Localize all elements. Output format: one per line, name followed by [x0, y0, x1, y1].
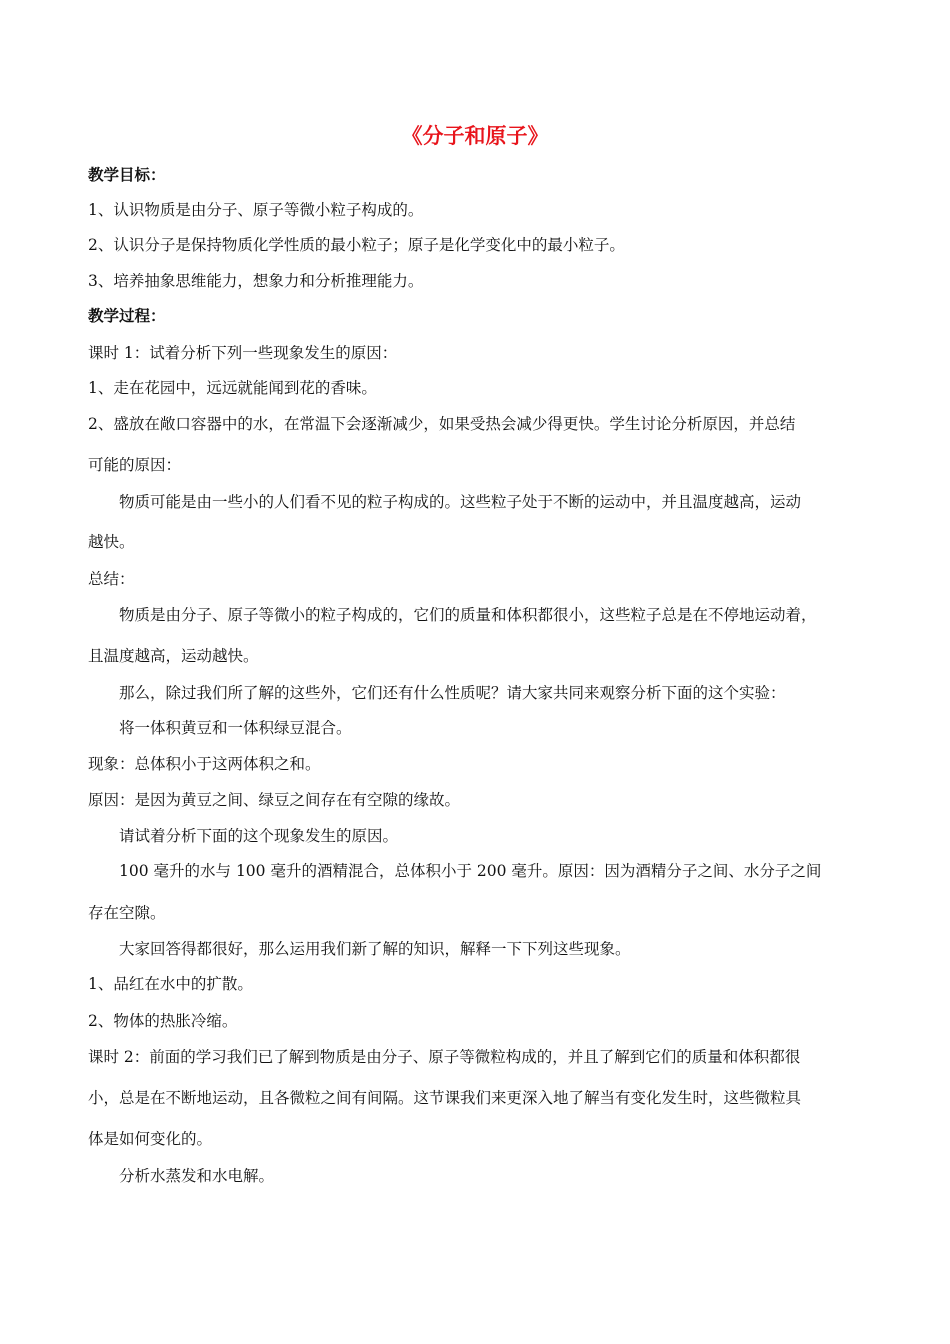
- section-heading-process: 教学过程：: [88, 307, 166, 325]
- lesson-2-paragraph-cont-1: 小，总是在不断地运动，且各微粒之间有间隔。这节课我们来更深入地了解当有变化发生时，这些微粒具: [88, 1089, 802, 1107]
- phenomenon-2-cont: 可能的原因：: [88, 456, 182, 474]
- alcohol-water-paragraph: 100 毫升的水与 100 毫升的酒精混合，总体积小于 200 毫升。原因：因为酒精分子之间、水分子之间: [119, 862, 822, 880]
- objective-3: 3、培养抽象思维能力，想象力和分析推理能力。: [88, 272, 424, 290]
- objective-1: 1、认识物质是由分子、原子等微小粒子构成的。: [88, 201, 424, 219]
- summary-paragraph-cont: 且温度越高，运动越快。: [88, 647, 259, 665]
- experiment-phenomenon: 现象：总体积小于这两体积之和。: [88, 755, 321, 773]
- document-title: 《分子和原子》: [401, 124, 549, 148]
- analysis-prompt: 请试着分析下面的这个现象发生的原因。: [119, 827, 399, 845]
- objective-2: 2、认识分子是保持物质化学性质的最小粒子；原子是化学变化中的最小粒子。: [88, 236, 625, 254]
- paragraph-possible-reason: 物质可能是由一些小的人们看不见的粒子构成的。这些粒子处于不断的运动中，并且温度越高，运动: [119, 493, 802, 511]
- analysis-task: 分析水蒸发和水电解。: [119, 1167, 275, 1185]
- alcohol-water-paragraph-cont: 存在空隙。: [88, 904, 166, 922]
- summary-paragraph: 物质是由分子、原子等微小的粒子构成的，它们的质量和体积都很小，这些粒子总是在不停地运动着，: [119, 606, 817, 624]
- experiment-reason: 原因：是因为黄豆之间、绿豆之间存在有空隙的缘故。: [88, 791, 461, 809]
- lesson-1-intro: 课时 1：试着分析下列一些现象发生的原因：: [88, 344, 398, 362]
- lesson-2-paragraph-cont-2: 体是如何变化的。: [88, 1130, 213, 1148]
- explain-prompt: 大家回答得都很好，那么运用我们新了解的知识，解释一下下列这些现象。: [119, 940, 631, 958]
- lesson-2-paragraph: 课时 2：前面的学习我们已了解到物质是由分子、原子等微粒构成的，并且了解到它们的质量和体积都很: [88, 1048, 801, 1066]
- question-paragraph: 那么，除过我们所了解的这些外，它们还有什么性质呢？请大家共同来观察分析下面的这个实验：: [119, 684, 786, 702]
- phenomenon-2: 2、盛放在敞口容器中的水，在常温下会逐渐减少，如果受热会减少得更快。学生讨论分析原因，并总结: [88, 415, 796, 433]
- paragraph-possible-reason-cont: 越快。: [88, 533, 135, 551]
- explain-item-1: 1、品红在水中的扩散。: [88, 975, 253, 993]
- experiment-step: 将一体积黄豆和一体积绿豆混合。: [119, 719, 352, 737]
- explain-item-2: 2、物体的热胀冷缩。: [88, 1012, 238, 1030]
- phenomenon-1: 1、走在花园中，远远就能闻到花的香味。: [88, 379, 377, 397]
- section-heading-objectives: 教学目标：: [88, 166, 166, 184]
- summary-heading: 总结：: [88, 570, 135, 588]
